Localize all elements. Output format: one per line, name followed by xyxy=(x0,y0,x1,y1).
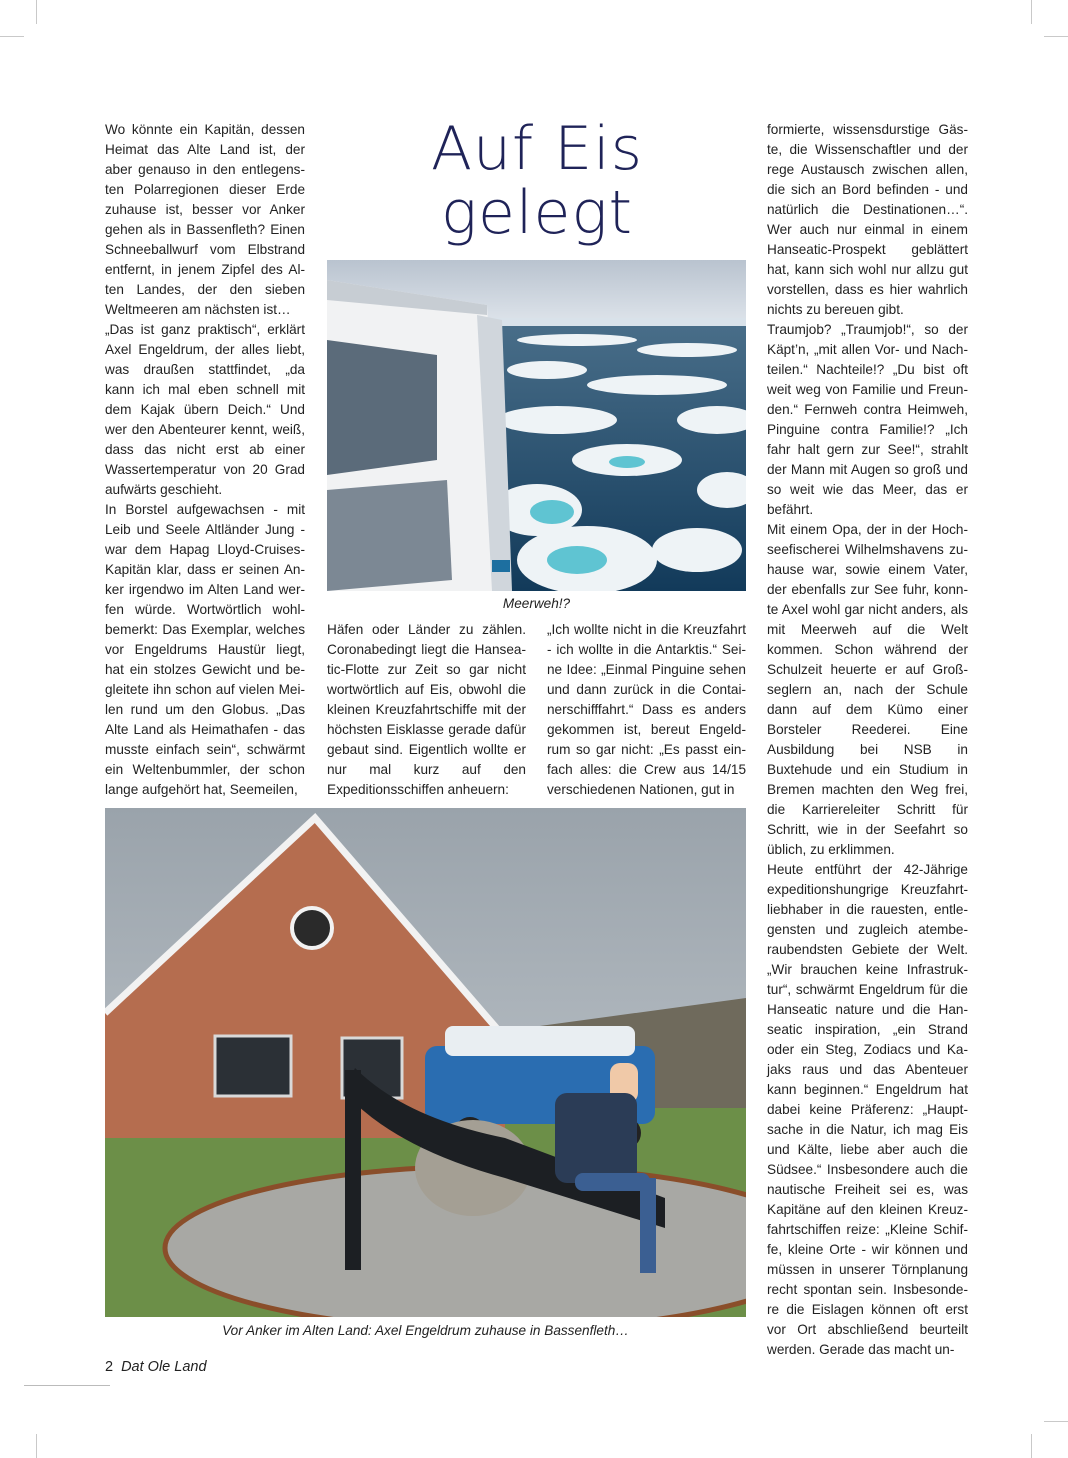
paragraph: „Ich wollte nicht in die Kreuzfahrt - ich wollte in die Antarktis.“ Seine Idee: „Einmal Pinguine sehen und dann zurück in die Containerschifffahrt.“ Dass es anders gekommen ist, bereut Engeldrum so gar nicht: „Es passt einfach alles: die Crew aus 14/15 verschiedenen Nationen, gut in xyxy=(547,622,746,797)
crop-mark xyxy=(1044,36,1068,37)
article-title-line2: gelegt xyxy=(440,178,634,248)
paragraph: Heute entführt der 42-Jährige expeditionshungrige Kreuzfahrtliebhaber in die rauesten, entlegensten und zugleich atemberaubendsten Gebiete der Welt. „Wir brauchen keine Infrastruktur“, schwärmt Engeldrum für die Hanseatic nature und die Hanseatic inspiration, „ein Strand oder ein Steg, Zodiacs und Kajaks raus und das Abenteuer kann beginnen.“ Engeldrum hat dabei keine Präferenz: „Hauptsache in die Natur, ich mag Eis und Kälte, liebe aber auch die Südsee.“ Insbesondere auch die nautische Freiheit sei es, was Kapitäne auf den kleinen Kreuzfahrtschiffen reize: „Kleine Schiffe, kleine Orte - wir können und müssen in unserer Törnplanung recht spontan sein. Insbesondere die Eislagen können oft erst vor Ort abschließend beurteilt werden. Gerade das macht un- xyxy=(767,862,968,1357)
photo-caption-ice: Meerweh!? xyxy=(502,596,571,611)
ship-ice-illustration xyxy=(327,260,746,591)
page-footer xyxy=(105,1359,207,1375)
paragraph: formierte, wissensdurstige Gäste, die Wissenschaftler und der rege Austausch zwischen allen, die sich an Bord befinden - und natürlich die Destinationen…“. Wer auch nur einmal in einem Hanseatic-Prospekt geblättert hat, kann sich wohl nur allzu gut vorstellen, dass es hier wahrlich nichts zu bereuen gibt. xyxy=(767,122,968,317)
photo-caption-anchor: Vor Anker im Alten Land: Axel Engeldrum zuhause in Bassenfleth… xyxy=(222,1323,629,1338)
text-column-1 xyxy=(105,120,305,800)
ship-ice-photo xyxy=(327,260,746,591)
crop-mark xyxy=(1031,0,1032,24)
text-column-4 xyxy=(767,120,968,1360)
crop-mark xyxy=(36,1434,37,1458)
magazine-name: Dat Ole Land xyxy=(121,1359,207,1375)
crop-mark xyxy=(1044,1421,1068,1422)
paragraph: „Das ist ganz praktisch“, erklärt Axel Engeldrum, der alles liebt, was draußen stattfindet, „da kann ich mal eben schnell mit dem Kajak übern Deich.“ Und wer den Abenteurer kennt, weiß, dass das nicht erst ab einer Wassertemperatur von 20 Grad aufwärts geschieht. xyxy=(105,322,305,497)
paragraph: Häfen oder Länder zu zählen. Coronabedingt liegt die Hanseatic-Flotte zur Zeit so gar nicht wortwörtlich auf Eis, obwohl die kleinen Kreuzfahrtschiffe mit der höchsten Eisklasse gerade dafür gebaut sind. Eigentlich wollte er nur mal kurz auf den Expeditionsschiffen anheuern: xyxy=(327,622,526,797)
page-number: 2 xyxy=(105,1359,114,1375)
text-column-3 xyxy=(547,620,746,800)
paragraph: Mit einem Opa, der in der Hochseefischerei Wilhelmshavens zuhause war, sowie einem Vater, der ebenfalls zur See fuhr, konnte Axel wohl gar nicht anders, als mit Meerweh auf die Welt kommen. Schon während der Schulzeit heuerte er auf Großseglern an, nach der Schule dann auf dem Kümo einer Borsteler Reederei. Eine Ausbildung bei NSB in Buxtehude und ein Studium in Bremen machten den Weg frei, die Karriereleiter Schritt für Schritt, wie in der Seefahrt so üblich, zu erklimmen. xyxy=(767,522,968,857)
paragraph: Traumjob? „Traumjob!“, so der Käpt’n, „mit allen Vor- und Nachteilen.“ Nachteile!? „Du bist oft weit weg von Familie und Freunden.“ Fernweh contra Heimweh, Pinguine contra Familie!? „Ich fahr halt gern zur See!“, strahlt der Mann mit Augen so groß und so weit wie das Meer, das er befährt. xyxy=(767,322,968,517)
footer-rule xyxy=(24,1385,110,1386)
anchor-house-illustration xyxy=(105,808,746,1317)
text-column-2 xyxy=(327,620,526,800)
article-title-line1: Auf Eis xyxy=(430,114,644,184)
crop-mark xyxy=(1031,1434,1032,1458)
crop-mark xyxy=(36,0,37,24)
paragraph: Wo könnte ein Kapitän, dessen Heimat das Alte Land ist, der aber genauso in den entlegensten Polarregionen dieser Erde zuhause ist, besser vor Anker gehen als in Bassenfleth? Einen Schneeballwurf vom Elbstrand entfernt, in jenem Zipfel des Alten Landes, der den sieben Weltmeeren am nächsten ist… xyxy=(105,122,305,317)
paragraph: In Borstel aufgewachsen - mit Leib und Seele Altländer Jung - war dem Hapag Lloyd-Cruises-Kapitän klar, dass er seinen Anker irgendwo im Alten Land werfen würde. Wortwörtlich wohlbemerkt: Das Exemplar, welches vor Engeldrums Haustür liegt, hat ein stolzes Gewicht und begleitete ihn schon auf vielen Meilen rund um den Globus. „Das Alte Land als Heimathafen - das musste einfach sein“, schwärmt ein Weltenbummler, der schon lange aufgehört hat, Seemeilen, xyxy=(105,502,305,797)
anchor-house-photo xyxy=(105,808,746,1317)
crop-mark xyxy=(0,36,24,37)
